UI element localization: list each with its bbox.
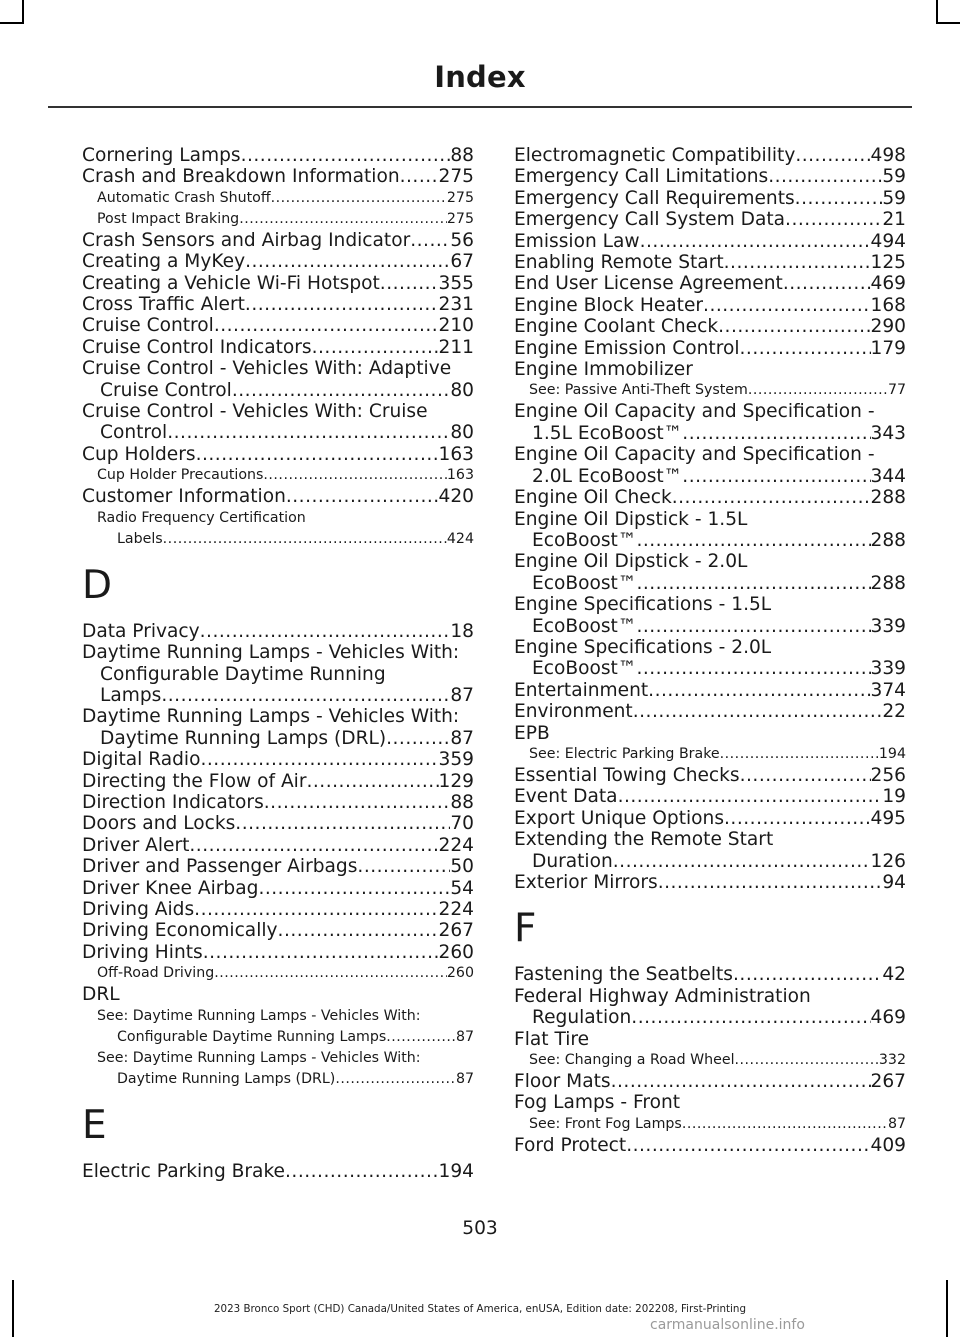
entry-title: Configurable Daytime Running Lamps xyxy=(117,1028,387,1045)
index-entry[interactable] xyxy=(514,701,906,722)
entry-title: See: Electric Parking Brake xyxy=(529,745,720,762)
entry-page-number: 87 xyxy=(450,727,474,749)
index-column-left xyxy=(82,145,474,1182)
entry-title: Off-Road Driving xyxy=(97,965,215,982)
dot-leader xyxy=(357,856,450,875)
dot-leader xyxy=(189,835,438,854)
entry-page-number: 21 xyxy=(882,209,906,231)
index-entry[interactable] xyxy=(82,273,474,294)
entry-page-number: 469 xyxy=(870,273,906,295)
index-entry[interactable] xyxy=(82,813,474,834)
entry-title: Export Unique Options xyxy=(514,807,725,829)
entry-title: 1.5L EcoBoost™ xyxy=(532,422,683,444)
dot-leader xyxy=(631,1007,870,1026)
page-number: 503 xyxy=(462,1218,498,1239)
entry-title: Driver Alert xyxy=(82,834,190,856)
dot-leader xyxy=(400,166,439,185)
entry-page-number: 343 xyxy=(870,422,906,444)
dot-leader xyxy=(386,1027,456,1041)
dot-leader xyxy=(733,964,882,983)
index-entry[interactable] xyxy=(514,1135,906,1156)
entry-title: Essential Towing Checks xyxy=(514,764,740,786)
entry-page-number: 288 xyxy=(870,529,906,551)
index-subentry[interactable] xyxy=(514,744,906,765)
index-section-letter: D xyxy=(82,562,113,608)
entry-title: Cruise Control Indicators xyxy=(82,336,312,358)
entry-page-number: 129 xyxy=(438,770,474,792)
index-heading: Cruise Control - Vehicles With: Adaptive xyxy=(82,358,452,380)
entry-page-number: 194 xyxy=(438,1160,474,1182)
entry-page-number: 80 xyxy=(450,422,474,444)
dot-leader xyxy=(618,786,883,805)
dot-leader xyxy=(718,316,870,335)
entry-title: Fastening the Seatbelts xyxy=(514,964,733,986)
entry-title: Direction Indicators xyxy=(82,791,264,813)
entry-title: See: Front Fog Lamps xyxy=(529,1115,682,1132)
entry-page-number: 22 xyxy=(882,701,906,723)
entry-title: Control xyxy=(100,422,168,444)
entry-title: Emission Law xyxy=(514,230,640,252)
header-rule xyxy=(48,106,912,108)
index-heading: Federal Highway Administration xyxy=(514,985,811,1007)
entry-page-number: 420 xyxy=(438,486,474,508)
entry-page-number: 67 xyxy=(450,251,474,273)
index-entry[interactable] xyxy=(514,209,906,230)
entry-title: 2.0L EcoBoost™ xyxy=(532,465,683,487)
index-heading: Daytime Running Lamps - Vehicles With: xyxy=(82,642,460,664)
dot-leader xyxy=(203,942,439,961)
index-entry[interactable] xyxy=(514,1007,906,1028)
entry-title: Environment xyxy=(514,701,633,723)
dot-leader xyxy=(200,621,451,640)
index-subentry[interactable] xyxy=(82,963,474,984)
entry-page-number: 469 xyxy=(870,1007,906,1029)
entry-title: Exterior Mirrors xyxy=(514,872,658,893)
entry-title: Directing the Flow of Air xyxy=(82,770,307,792)
dot-leader xyxy=(167,422,450,441)
index-entry[interactable] xyxy=(82,145,474,166)
entry-page-number: 42 xyxy=(882,964,906,986)
dot-leader xyxy=(241,145,451,164)
entry-title: Event Data xyxy=(514,786,618,808)
index-heading: Extending the Remote Start xyxy=(514,829,774,851)
entry-title: EcoBoost™ xyxy=(532,572,637,594)
entry-page-number: 168 xyxy=(870,294,906,316)
crop-mark-top-left-h xyxy=(0,22,24,24)
dot-leader xyxy=(271,188,447,202)
page-footer: 2023 Bronco Sport (CHD) Canada/United States of America, enUSA, Edition date: 202208, First-Printing xyxy=(214,1303,746,1315)
entry-title: Cornering Lamps xyxy=(82,145,241,166)
index-subentry[interactable] xyxy=(82,1069,474,1090)
dot-leader xyxy=(285,1161,439,1180)
index-heading: Engine Oil Dipstick - 2.0L xyxy=(514,551,748,573)
entry-title: Automatic Crash Shutoff xyxy=(97,189,271,206)
entry-page-number: 194 xyxy=(878,745,906,762)
index-entry[interactable] xyxy=(82,337,474,358)
entry-page-number: 267 xyxy=(438,920,474,942)
crop-mark-top-right xyxy=(936,0,938,22)
index-heading: Engine Oil Dipstick - 1.5L xyxy=(514,508,748,530)
entry-page-number: 275 xyxy=(446,189,474,206)
index-entry[interactable] xyxy=(514,680,906,701)
entry-title: Emergency Call System Data xyxy=(514,209,786,231)
entry-page-number: 267 xyxy=(870,1071,906,1093)
index-heading: Flat Tire xyxy=(514,1028,590,1050)
dot-leader xyxy=(263,465,447,479)
dot-leader xyxy=(235,813,450,832)
entry-page-number: 409 xyxy=(870,1134,906,1156)
dot-leader xyxy=(658,872,883,891)
entry-title: Data Privacy xyxy=(82,620,200,642)
dot-leader xyxy=(312,337,439,356)
dot-leader xyxy=(740,338,871,357)
entry-title: EcoBoost™ xyxy=(532,658,637,680)
entry-title: EcoBoost™ xyxy=(532,529,637,551)
entry-title: Cup Holder Precautions xyxy=(97,467,264,484)
entry-page-number: 260 xyxy=(438,941,474,963)
entry-title: Cruise Control xyxy=(82,315,214,337)
dot-leader xyxy=(633,701,883,720)
index-heading: DRL xyxy=(82,984,120,1006)
dot-leader xyxy=(648,680,870,699)
entry-page-number: 260 xyxy=(446,965,474,982)
entry-title: Regulation xyxy=(532,1007,632,1029)
dot-leader xyxy=(795,145,870,164)
entry-title: Floor Mats xyxy=(514,1071,611,1093)
dot-leader xyxy=(239,209,447,223)
entry-page-number: 495 xyxy=(870,807,906,829)
entry-title: Crash Sensors and Airbag Indicator xyxy=(82,229,411,251)
entry-title: Daytime Running Lamps (DRL) xyxy=(100,727,387,749)
entry-title: Post Impact Braking xyxy=(97,210,240,227)
dot-leader xyxy=(380,273,439,292)
dot-leader xyxy=(783,273,871,292)
index-column-right xyxy=(514,145,906,1156)
entry-page-number: 88 xyxy=(450,145,474,166)
entry-page-number: 210 xyxy=(438,315,474,337)
dot-leader xyxy=(640,231,871,250)
dot-leader xyxy=(768,166,882,185)
index-entry[interactable] xyxy=(514,166,906,187)
index-entry[interactable] xyxy=(82,486,474,507)
entry-page-number: 275 xyxy=(438,166,474,188)
entry-page-number: 374 xyxy=(870,679,906,701)
index-subheading: See: Daytime Running Lamps - Vehicles With: xyxy=(97,1007,421,1024)
dot-leader xyxy=(245,251,450,270)
index-heading: Fog Lamps - Front xyxy=(514,1092,681,1114)
index-entry[interactable] xyxy=(514,872,906,893)
entry-page-number: 70 xyxy=(450,813,474,835)
index-entry[interactable] xyxy=(514,338,906,359)
entry-page-number: 288 xyxy=(870,487,906,509)
dot-leader xyxy=(703,295,870,314)
index-entry[interactable] xyxy=(82,1161,474,1182)
entry-page-number: 77 xyxy=(887,382,906,399)
entry-page-number: 339 xyxy=(870,615,906,637)
entry-page-number: 19 xyxy=(882,786,906,808)
index-entry[interactable] xyxy=(82,380,474,401)
index-heading: Cruise Control - Vehicles With: Cruise xyxy=(82,401,428,423)
index-entry[interactable] xyxy=(82,621,474,642)
dot-leader xyxy=(386,728,450,747)
index-entry[interactable] xyxy=(514,145,906,166)
entry-page-number: 355 xyxy=(438,272,474,294)
dot-leader xyxy=(258,878,450,897)
dot-leader xyxy=(636,530,870,549)
index-entry[interactable] xyxy=(514,530,906,551)
dot-leader xyxy=(724,808,870,827)
index-subentry[interactable] xyxy=(514,380,906,401)
index-entry[interactable] xyxy=(82,444,474,465)
index-subentry[interactable] xyxy=(82,465,474,486)
index-subentry[interactable] xyxy=(82,209,474,230)
entry-title: Driver Knee Airbag xyxy=(82,877,259,899)
entry-page-number: 94 xyxy=(882,872,906,893)
dot-leader xyxy=(735,1050,879,1064)
entry-page-number: 211 xyxy=(438,336,474,358)
dot-leader xyxy=(232,380,451,399)
entry-page-number: 80 xyxy=(450,379,474,401)
index-entry[interactable] xyxy=(514,851,906,872)
dot-leader xyxy=(613,851,871,870)
entry-title: Labels xyxy=(117,530,163,547)
dot-leader xyxy=(682,1114,888,1128)
dot-leader xyxy=(306,771,438,790)
entry-title: Cross Traffic Alert xyxy=(82,294,245,316)
entry-title: Cup Holders xyxy=(82,443,196,465)
index-entry[interactable] xyxy=(514,786,906,807)
dot-leader xyxy=(286,486,439,505)
index-subheading: Radio Frequency Certification xyxy=(97,509,306,526)
entry-page-number: 87 xyxy=(455,1070,474,1087)
entry-page-number: 126 xyxy=(870,850,906,872)
dot-leader xyxy=(636,616,870,635)
entry-page-number: 275 xyxy=(446,210,474,227)
dot-leader xyxy=(636,658,870,677)
dot-leader xyxy=(264,792,451,811)
entry-title: See: Passive Anti-Theft System xyxy=(529,382,748,399)
dot-leader xyxy=(161,685,450,704)
dot-leader xyxy=(785,209,882,228)
index-entry[interactable] xyxy=(514,1071,906,1092)
index-subentry[interactable] xyxy=(514,1114,906,1135)
entry-title: Driver and Passenger Airbags xyxy=(82,856,358,878)
dot-leader xyxy=(626,1135,870,1154)
dot-leader xyxy=(611,1071,871,1090)
index-entry[interactable] xyxy=(82,899,474,920)
entry-page-number: 125 xyxy=(870,252,906,274)
index-heading: Engine Specifications - 2.0L xyxy=(514,636,772,658)
index-entry[interactable] xyxy=(82,835,474,856)
entry-page-number: 18 xyxy=(450,620,474,642)
index-entry[interactable] xyxy=(514,188,906,209)
index-heading: Engine Oil Capacity and Specification - xyxy=(514,444,875,466)
entry-title: Emergency Call Limitations xyxy=(514,166,769,188)
page-title: Index xyxy=(434,60,526,94)
entry-page-number: 344 xyxy=(870,465,906,487)
dot-leader xyxy=(682,423,870,442)
entry-title: Duration xyxy=(532,850,613,872)
index-entry[interactable] xyxy=(514,573,906,594)
watermark: carmanualsonline.info xyxy=(650,1317,805,1333)
dot-leader xyxy=(795,188,883,207)
entry-page-number: 87 xyxy=(455,1028,474,1045)
entry-title: Engine Coolant Check xyxy=(514,316,719,338)
entry-title: Engine Oil Check xyxy=(514,487,672,509)
entry-title: Daytime Running Lamps (DRL) xyxy=(117,1070,336,1087)
entry-title: Doors and Locks xyxy=(82,813,236,835)
dot-leader xyxy=(335,1069,456,1083)
dot-leader xyxy=(724,252,871,271)
index-heading: Configurable Daytime Running xyxy=(100,663,386,685)
entry-title: EcoBoost™ xyxy=(532,615,637,637)
dot-leader xyxy=(740,765,871,784)
index-entry[interactable] xyxy=(82,251,474,272)
dot-leader xyxy=(278,920,439,939)
entry-page-number: 224 xyxy=(438,834,474,856)
entry-page-number: 424 xyxy=(446,530,474,547)
entry-page-number: 359 xyxy=(438,749,474,771)
entry-page-number: 163 xyxy=(438,443,474,465)
index-subentry[interactable] xyxy=(82,529,474,550)
index-subheading: See: Daytime Running Lamps - Vehicles With: xyxy=(97,1049,421,1066)
entry-title: Driving Aids xyxy=(82,898,195,920)
index-entry[interactable] xyxy=(514,658,906,679)
index-entry[interactable] xyxy=(82,315,474,336)
dot-leader xyxy=(194,899,438,918)
entry-title: Digital Radio xyxy=(82,749,201,771)
index-entry[interactable] xyxy=(514,765,906,786)
entry-page-number: 59 xyxy=(882,187,906,209)
entry-title: Creating a Vehicle Wi-Fi Hotspot xyxy=(82,272,380,294)
dot-leader xyxy=(214,315,439,334)
index-entry[interactable] xyxy=(82,749,474,770)
entry-title: Engine Block Heater xyxy=(514,294,704,316)
index-heading: EPB xyxy=(514,722,550,744)
entry-page-number: 288 xyxy=(870,572,906,594)
entry-title: Customer Information xyxy=(82,486,286,508)
dot-leader xyxy=(163,529,447,543)
index-entry[interactable] xyxy=(82,856,474,877)
entry-page-number: 494 xyxy=(870,230,906,252)
entry-title: See: Changing a Road Wheel xyxy=(529,1052,735,1069)
entry-page-number: 59 xyxy=(882,166,906,188)
index-subentry[interactable] xyxy=(514,1050,906,1071)
dot-leader xyxy=(245,294,439,313)
index-entry[interactable] xyxy=(82,685,474,706)
index-entry[interactable] xyxy=(82,166,474,187)
index-entry[interactable] xyxy=(82,294,474,315)
index-entry[interactable] xyxy=(514,231,906,252)
index-section-letter: E xyxy=(82,1102,107,1148)
entry-page-number: 163 xyxy=(446,467,474,484)
index-entry[interactable] xyxy=(82,230,474,251)
entry-title: Enabling Remote Start xyxy=(514,252,724,274)
index-heading: Engine Oil Capacity and Specification - xyxy=(514,401,875,423)
index-entry[interactable] xyxy=(514,423,906,444)
dot-leader xyxy=(214,963,447,977)
entry-title: Crash and Breakdown Information xyxy=(82,166,400,188)
index-entry[interactable] xyxy=(82,920,474,941)
index-heading: Engine Immobilizer xyxy=(514,359,693,381)
index-entry[interactable] xyxy=(514,273,906,294)
index-entry[interactable] xyxy=(514,616,906,637)
entry-title: End User License Agreement xyxy=(514,273,783,295)
entry-title: Driving Hints xyxy=(82,941,203,963)
entry-page-number: 88 xyxy=(450,791,474,813)
dot-leader xyxy=(410,230,450,249)
index-entry[interactable] xyxy=(82,942,474,963)
entry-page-number: 54 xyxy=(450,877,474,899)
index-entry[interactable] xyxy=(514,466,906,487)
index-subentry[interactable] xyxy=(82,188,474,209)
index-subentry[interactable] xyxy=(82,1027,474,1048)
dot-leader xyxy=(672,487,871,506)
entry-title: Lamps xyxy=(100,684,162,706)
entry-title: Cruise Control xyxy=(100,379,232,401)
index-entry[interactable] xyxy=(514,295,906,316)
index-heading: Engine Specifications - 1.5L xyxy=(514,594,772,616)
index-section-letter: F xyxy=(514,906,537,952)
index-entry[interactable] xyxy=(82,422,474,443)
index-entry[interactable] xyxy=(514,808,906,829)
entry-page-number: 87 xyxy=(450,684,474,706)
index-entry[interactable] xyxy=(514,316,906,337)
entry-page-number: 256 xyxy=(870,764,906,786)
crop-mark-top-right-h xyxy=(936,22,960,24)
entry-title: Engine Emission Control xyxy=(514,337,740,359)
index-entry[interactable] xyxy=(514,964,906,985)
dot-leader xyxy=(200,749,438,768)
entry-title: Creating a MyKey xyxy=(82,251,246,273)
index-entry[interactable] xyxy=(82,728,474,749)
entry-page-number: 332 xyxy=(878,1052,906,1069)
entry-page-number: 339 xyxy=(870,658,906,680)
index-heading: Daytime Running Lamps - Vehicles With: xyxy=(82,706,460,728)
entry-page-number: 498 xyxy=(870,145,906,166)
entry-title: Emergency Call Requirements xyxy=(514,187,795,209)
entry-page-number: 290 xyxy=(870,316,906,338)
dot-leader xyxy=(196,444,439,463)
entry-page-number: 224 xyxy=(438,898,474,920)
entry-page-number: 56 xyxy=(450,229,474,251)
dot-leader xyxy=(636,573,870,592)
entry-title: Entertainment xyxy=(514,679,649,701)
index-entry[interactable] xyxy=(514,252,906,273)
entry-page-number: 50 xyxy=(450,856,474,878)
entry-page-number: 231 xyxy=(438,294,474,316)
crop-mark-top-left xyxy=(22,0,24,22)
entry-page-number: 179 xyxy=(870,337,906,359)
entry-title: Electric Parking Brake xyxy=(82,1160,285,1182)
entry-page-number: 87 xyxy=(887,1115,906,1132)
entry-title: Driving Economically xyxy=(82,920,278,942)
dot-leader xyxy=(682,466,870,485)
index-entry[interactable] xyxy=(82,878,474,899)
dot-leader xyxy=(720,744,879,758)
entry-title: Ford Protect xyxy=(514,1134,627,1156)
index-entry[interactable] xyxy=(514,487,906,508)
entry-title: Electromagnetic Compatibility xyxy=(514,145,796,166)
index-entry[interactable] xyxy=(82,771,474,792)
index-entry[interactable] xyxy=(82,792,474,813)
dot-leader xyxy=(748,380,888,394)
